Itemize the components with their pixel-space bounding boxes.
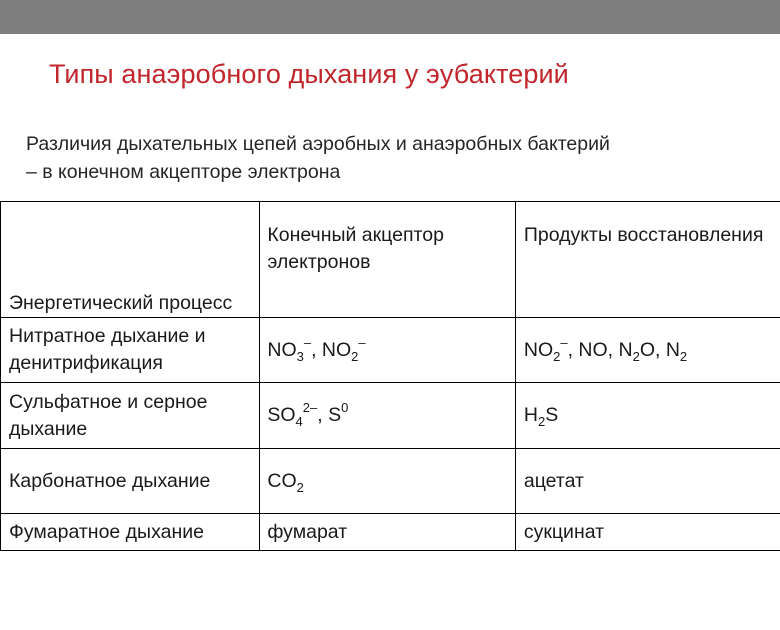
table-row — [1, 318, 780, 383]
subtitle-line-2: – в конечном акцепторе электрона — [26, 161, 341, 183]
cell-acceptor: $SO_4^{2-}$, $S^0$ — [260, 383, 516, 449]
table-row — [1, 514, 780, 551]
header-process: Энергетический процесс — [1, 202, 260, 318]
cell-products: $NO_2^-$, NO, $N_2O$, $N_2$ — [515, 318, 780, 383]
slide-subtitle — [26, 130, 766, 186]
header-products: Продукты восстановления — [515, 202, 780, 318]
table-header-row — [1, 202, 780, 318]
cell-process: Нитратное дыхание и денитрификация — [1, 318, 260, 383]
cell-acceptor: фумарат — [260, 514, 516, 551]
cell-products: сукцинат — [515, 514, 780, 551]
cell-process: Карбонатное дыхание — [1, 449, 260, 514]
slide-title: Типы анаэробного дыхания у эубактерий — [49, 59, 569, 89]
cell-process: Фумаратное дыхание — [1, 514, 260, 551]
subtitle-line-1: Различия дыхательных цепей аэробных и анаэробных бактерий — [26, 133, 610, 155]
cell-process: Сульфатное и серное дыхание — [1, 383, 260, 449]
table-row — [1, 449, 780, 514]
cell-acceptor: $NO_3^-$, $NO_2^-$ — [260, 318, 516, 383]
table-row — [1, 383, 780, 449]
cell-products: $H_2S$ — [515, 383, 780, 449]
header-acceptor: Конечный акцептор электронов — [260, 202, 516, 318]
cell-products: ацетат — [515, 449, 780, 514]
top-bar — [0, 0, 780, 34]
cell-acceptor: $CO_2$ — [260, 449, 516, 514]
respiration-table — [0, 201, 780, 551]
